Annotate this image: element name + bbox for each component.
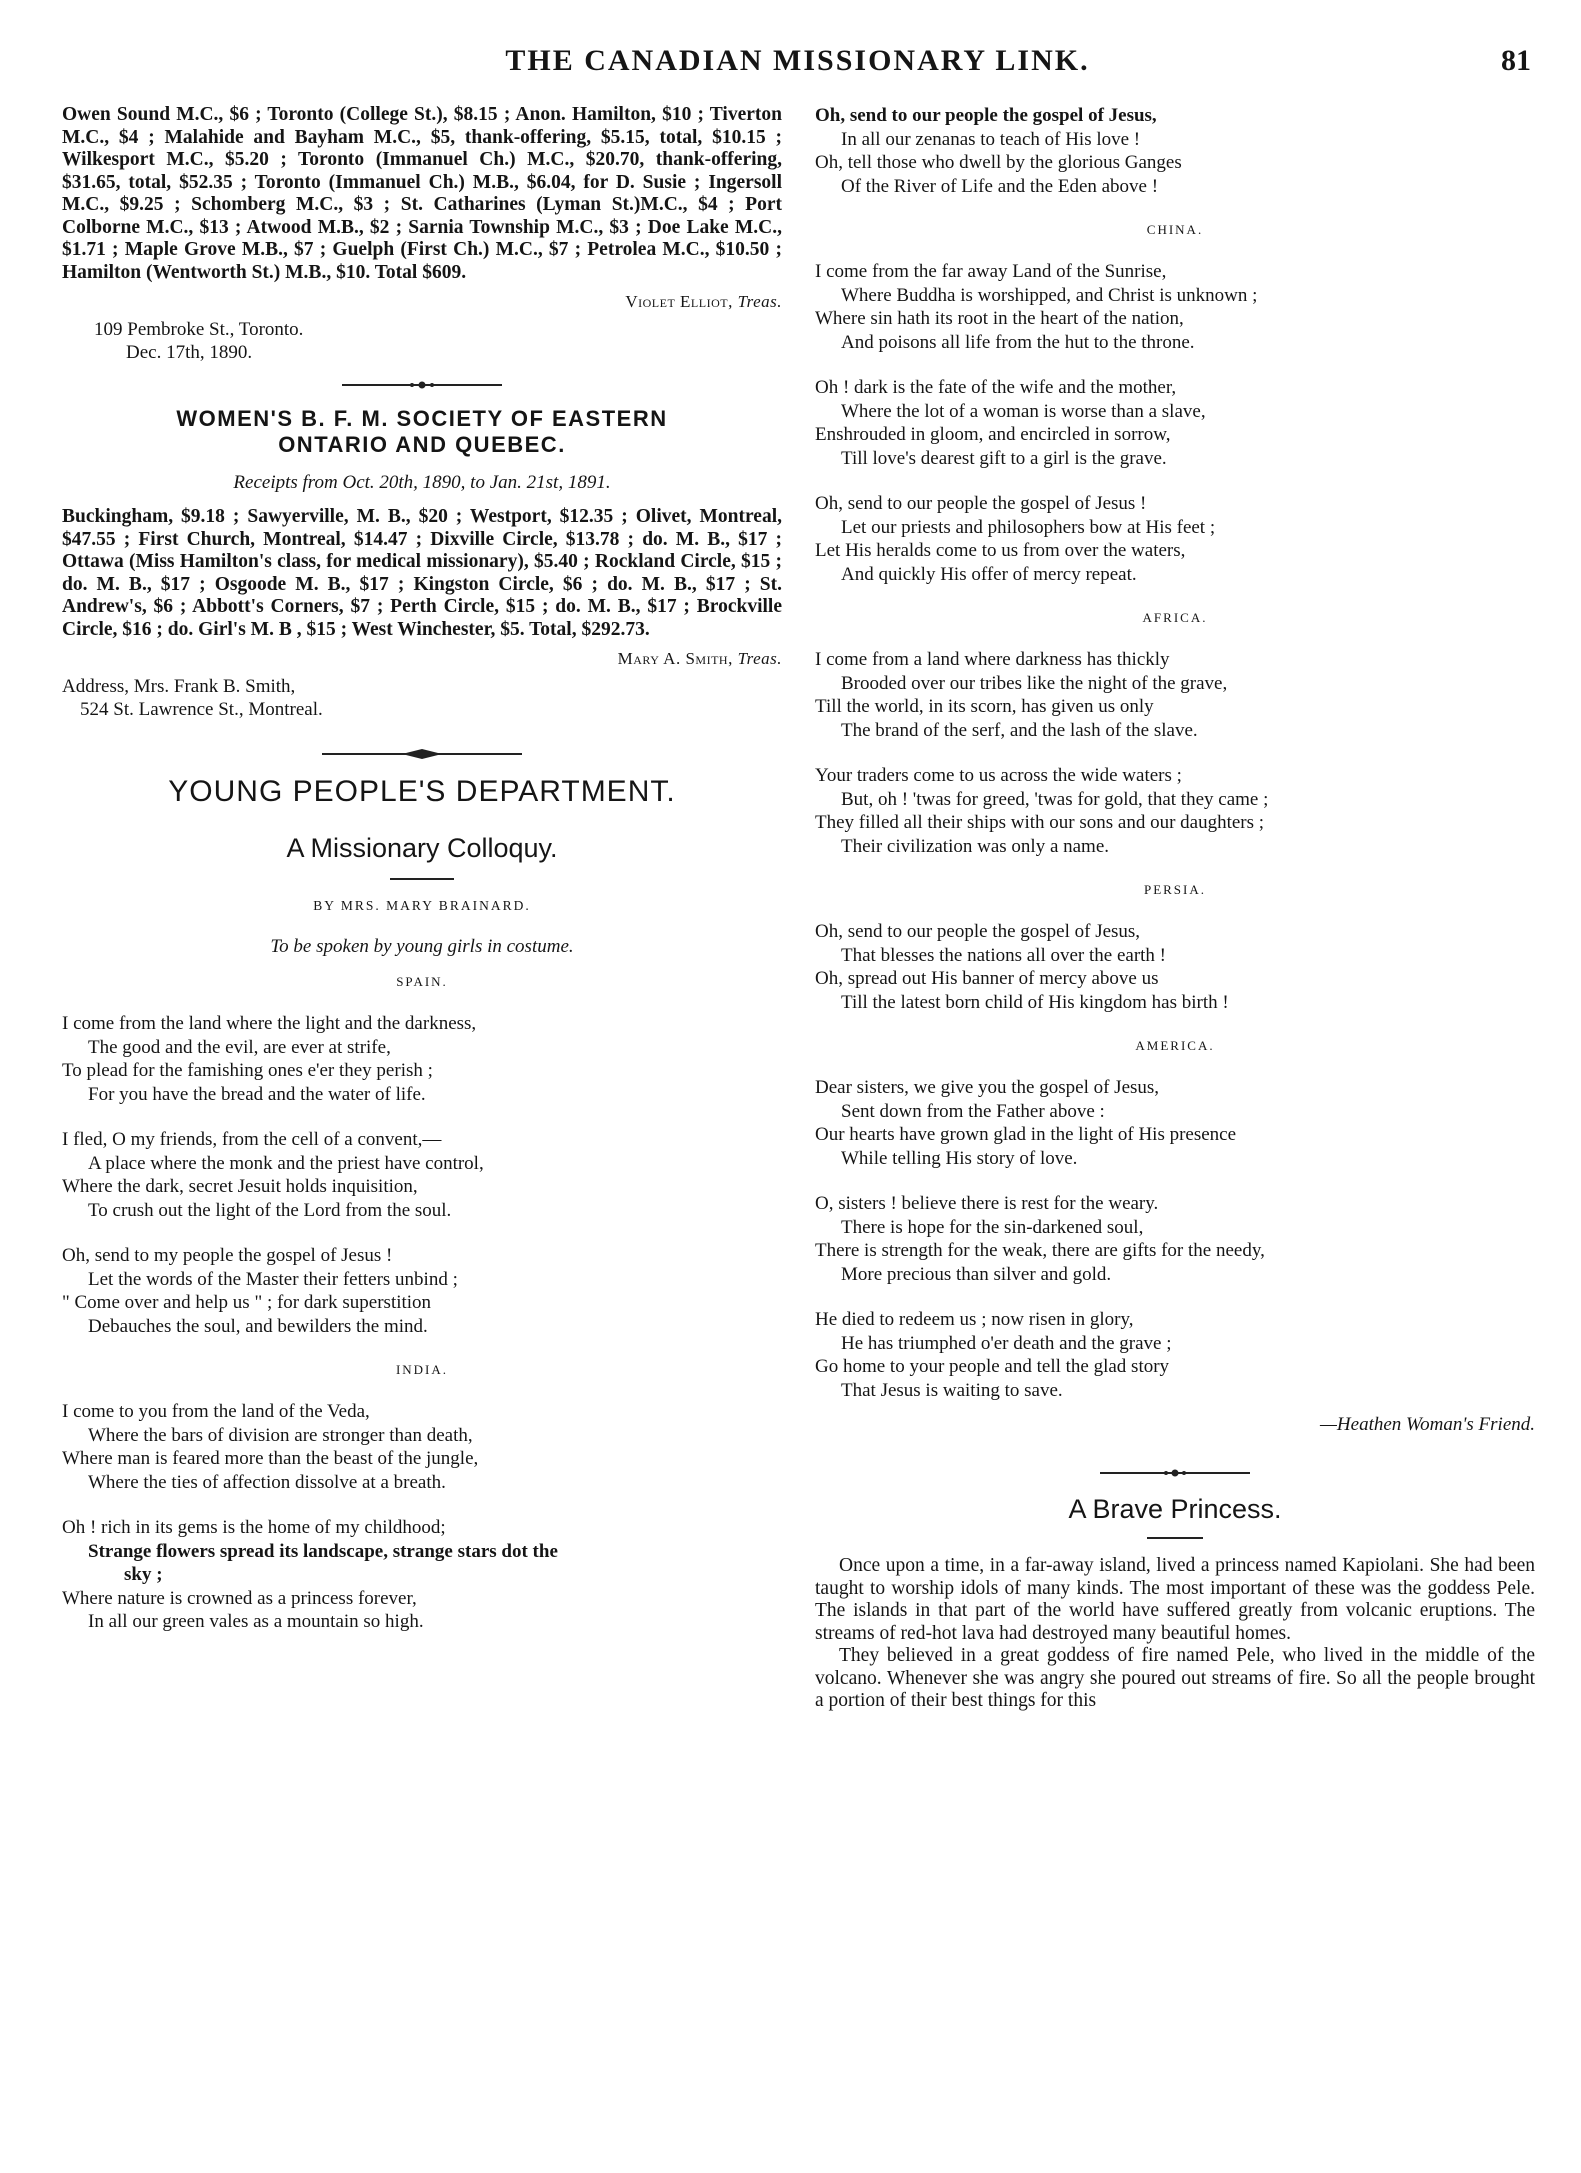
country-heading-persia: PERSIA. [1143,882,1207,897]
page-number: 81 [1501,44,1531,77]
poem-stanza [62,1012,782,1106]
poem-line: Brooded over our tribes like the night of the grave, [841,672,1228,694]
poem-stanza [815,492,1535,586]
poem-line: O, sisters ! believe there is rest for the weary. [815,1193,1159,1214]
article-paragraph: They believed in a great goddess of fire named Pele, who lived in the middle of the volcano. Whenever she was angry she poured out streams of fire. So all the people brought a portion of their best things for this [815,1645,1535,1711]
poem-line: Enshrouded in gloom, and encircled in sorrow, [815,424,1171,445]
poem-line: Sent down from the Father above : [841,1100,1105,1122]
poem-line: Oh ! rich in its gems is the home of my childhood; [62,1517,446,1538]
poem-line: Oh, send to our people the gospel of Jesus, [815,105,1157,126]
society-title-line: ONTARIO AND QUEBEC. [278,432,566,457]
poem-line: Dear sisters, we give you the gospel of Jesus, [815,1077,1160,1098]
left-column [62,104,782,1656]
poem-line: For you have the bread and the water of life. [88,1083,426,1105]
country-heading-spain: SPAIN. [396,974,448,989]
poem-line: More precious than silver and gold. [841,1263,1112,1285]
page-title: THE CANADIAN MISSIONARY LINK. [505,44,1090,77]
poem-line: Oh, spread out His banner of mercy above us [815,968,1159,989]
treasurer-address-2 [62,675,782,721]
poem-line: Where Buddha is worshipped, and Christ is unknown ; [841,284,1258,306]
address-line: 109 Pembroke St., Toronto. [94,319,304,340]
poem-line: " Come over and help us " ; for dark superstition [62,1292,432,1313]
page-header [60,44,1535,94]
poem-attribution: —Heathen Woman's Friend. [1320,1414,1535,1435]
poem-stanza [62,1400,782,1494]
poem-stanza [815,920,1535,1014]
section-divider [1100,1466,1250,1480]
poem-line: There is strength for the weak, there are gifts for the needy, [815,1240,1265,1261]
poem-line: Let His heralds come to us from over the waters, [815,540,1186,561]
poem-line: Till the world, in its scorn, has given us only [815,696,1154,717]
poem-line: He died to redeem us ; now risen in glory, [815,1309,1134,1330]
treasurer-name: Violet Elliot, [625,292,733,311]
poem-stanza [62,1244,782,1338]
poem-line: Oh, send to our people the gospel of Jesus ! [815,493,1147,514]
poem-line: I come from the land where the light and the darkness, [62,1013,477,1034]
poem-line: They filled all their ships with our sons and our daughters ; [815,812,1265,833]
performance-instruction: To be spoken by young girls in costume. [270,936,574,957]
poem-line: Where nature is crowned as a princess forever, [62,1587,417,1609]
country-heading-china: CHINA. [1146,222,1204,237]
poem-line: And quickly His offer of mercy repeat. [841,563,1137,585]
title-rule [1147,1537,1203,1539]
poem-line: Of the River of Life and the Eden above ! [841,175,1159,197]
poem-line: He has triumphed o'er death and the grave ; [841,1332,1172,1354]
poem-stanza [815,1192,1535,1286]
poem-line: Debauches the soul, and bewilders the mind. [88,1315,428,1337]
poem-line: Oh ! dark is the fate of the wife and the mother, [815,377,1177,398]
country-heading-america: AMERICA. [1135,1038,1215,1053]
address-line: Address, Mrs. Frank B. Smith, [62,676,296,697]
poem-stanza [815,376,1535,470]
poem-line: And poisons all life from the hut to the throne. [841,331,1195,353]
poem-line: But, oh ! 'twas for greed, 'twas for gold, that they came ; [841,788,1269,810]
poem-line: In all our zenanas to teach of His love ! [841,128,1141,150]
treasurer-role: Treas. [737,649,782,668]
poem-stanza [815,1308,1535,1402]
poem-line: Their civilization was only a name. [841,835,1110,857]
section-divider [342,378,502,392]
address-line: Dec. 17th, 1890. [126,342,253,363]
section-divider [322,747,522,761]
poem-stanza [62,1516,782,1634]
article-title: A Missionary Colloquy. [286,833,558,863]
poem-line: Your traders come to us across the wide waters ; [815,765,1182,786]
department-heading: YOUNG PEOPLE'S DEPARTMENT. [168,775,676,808]
poem-line: Where the dark, secret Jesuit holds inquisition, [62,1176,418,1197]
society-title [62,406,782,458]
poem-line: Oh, send to my people the gospel of Jesus ! [62,1245,393,1266]
poem-line: The good and the evil, are ever at strife, [88,1036,391,1058]
article-paragraph: Once upon a time, in a far-away island, lived a princess named Kapiolani. She had been taught to worship idols of many kinds. The most important of these was the goddess Pele. The islands in that part of the world have suffered greatly from volcanic eruptions. The streams of red-hot lava had destroyed many beautiful homes. [815,1555,1535,1644]
treasurer-signature-2 [62,649,782,669]
poem-line: Strange flowers spread its landscape, strange stars dot the [88,1540,558,1562]
poem-stanza [815,104,1535,198]
poem-line: Where the ties of affection dissolve at a breath. [88,1471,446,1493]
poem-line: Where sin hath its root in the heart of the nation, [815,308,1184,329]
poem-line: That blesses the nations all over the earth ! [841,944,1167,966]
poem-stanza [62,1128,782,1222]
poem-line: I come from the far away Land of the Sunrise, [815,261,1167,282]
poem-line: Where the bars of division are stronger than death, [88,1424,473,1446]
receipts-period: Receipts from Oct. 20th, 1890, to Jan. 21st, 1891. [233,472,611,493]
poem-line: To plead for the famishing ones e'er they perish ; [62,1060,433,1081]
poem-stanza [815,260,1535,354]
poem-line: Till the latest born child of His kingdom has birth ! [841,991,1229,1013]
poem-line: Till love's dearest gift to a girl is the grave. [841,447,1167,469]
poem-stanza [815,764,1535,858]
receipts-eastern-ontario: Buckingham, $9.18 ; Sawyerville, M. B., $20 ; Westport, $12.35 ; Olivet, Montreal, $47.55 ; First Church, Montreal, $14.47 ; Dixville Circle, $13.78 ; do. M. B., $17 ; Ottawa (Miss Hamilton's class, for medical missionary), $5.40 ; Rockland Circle, $15 ; do. M. B., $17 ; Osgoode M. B., $17 ; Kingston Circle, $6 ; do. M. B., $17 ; St. Andrew's, $6 ; Abbott's Corners, $7 ; Perth Circle, $15 ; do. M. B., $17 ; Brockville Circle, $16 ; do. Girl's M. B , $15 ; West Winchester, $5. Total, $292.73. [62,506,782,640]
poem-line: In all our green vales as a mountain so high. [88,1611,424,1632]
society-title-line: WOMEN'S B. F. M. SOCIETY OF EASTERN [176,406,668,431]
poem-line: Oh, tell those who dwell by the glorious Ganges [815,152,1182,173]
country-heading-india: INDIA. [395,1362,449,1377]
receipts-ontario: Owen Sound M.C., $6 ; Toronto (College St.), $8.15 ; Anon. Hamilton, $10 ; Tiverton M.C., $4 ; Malahide and Bayham M.C., $5, thank-offering, $5.15, total, $10.15 ; Wilkesport M.C., $5.20 ; Toronto (Immanuel Ch.) M.C., $20.70, thank-offering, $31.65, total, $52.35 ; Toronto (Immanuel Ch.) M.B., $6.04, for D. Susie ; Ingersoll M.C., $9.25 ; Schomberg M.C., $3 ; St. Catharines (Lyman St.)M.C., $4 ; Port Colborne M.C., $13 ; Atwood M.B., $2 ; Sarnia Township M.C., $3 ; Doe Lake M.C., $1.71 ; Maple Grove M.B., $7 ; Guelph (First Ch.) M.C., $7 ; Petrolea M.C., $10.50 ; Hamilton (Wentworth St.) M.B., $10. Total $609. [62,104,782,283]
poem-stanza [815,648,1535,742]
poem-line: To crush out the light of the Lord from the soul. [88,1199,452,1221]
poem-line: Go home to your people and tell the glad story [815,1356,1170,1377]
poem-line: I come to you from the land of the Veda, [62,1401,370,1422]
treasurer-role: Treas. [737,292,782,311]
poem-line: Oh, send to our people the gospel of Jesus, [815,921,1141,942]
poem-line: Our hearts have grown glad in the light of His presence [815,1124,1237,1145]
poem-line: While telling His story of love. [841,1147,1078,1169]
article-title: A Brave Princess. [1068,1494,1282,1524]
address-line: 524 St. Lawrence St., Montreal. [80,699,323,720]
country-heading-africa: AFRICA. [1142,610,1208,625]
poem-line: Where the lot of a woman is worse than a slave, [841,400,1206,422]
title-rule [390,878,454,880]
right-column [815,104,1535,1713]
poem-line: That Jesus is waiting to save. [841,1379,1063,1401]
poem-line: The brand of the serf, and the lash of the slave. [841,719,1198,741]
treasurer-address-1 [62,318,782,364]
poem-line: Let the words of the Master their fetters unbind ; [88,1268,458,1290]
poem-line: Let our priests and philosophers bow at His feet ; [841,516,1216,538]
poem-stanza [815,1076,1535,1170]
poem-line: There is hope for the sin-darkened soul, [841,1216,1144,1238]
poem-line: I come from a land where darkness has thickly [815,649,1170,670]
poem-line: A place where the monk and the priest have control, [88,1152,484,1174]
treasurer-signature-1 [62,292,782,312]
treasurer-name: Mary A. Smith, [617,649,733,668]
poem-line: Where man is feared more than the beast of the jungle, [62,1448,479,1469]
poem-line: sky ; [124,1564,163,1585]
poem-line: I fled, O my friends, from the cell of a convent,— [62,1129,442,1150]
byline: BY MRS. MARY BRAINARD. [313,898,531,913]
